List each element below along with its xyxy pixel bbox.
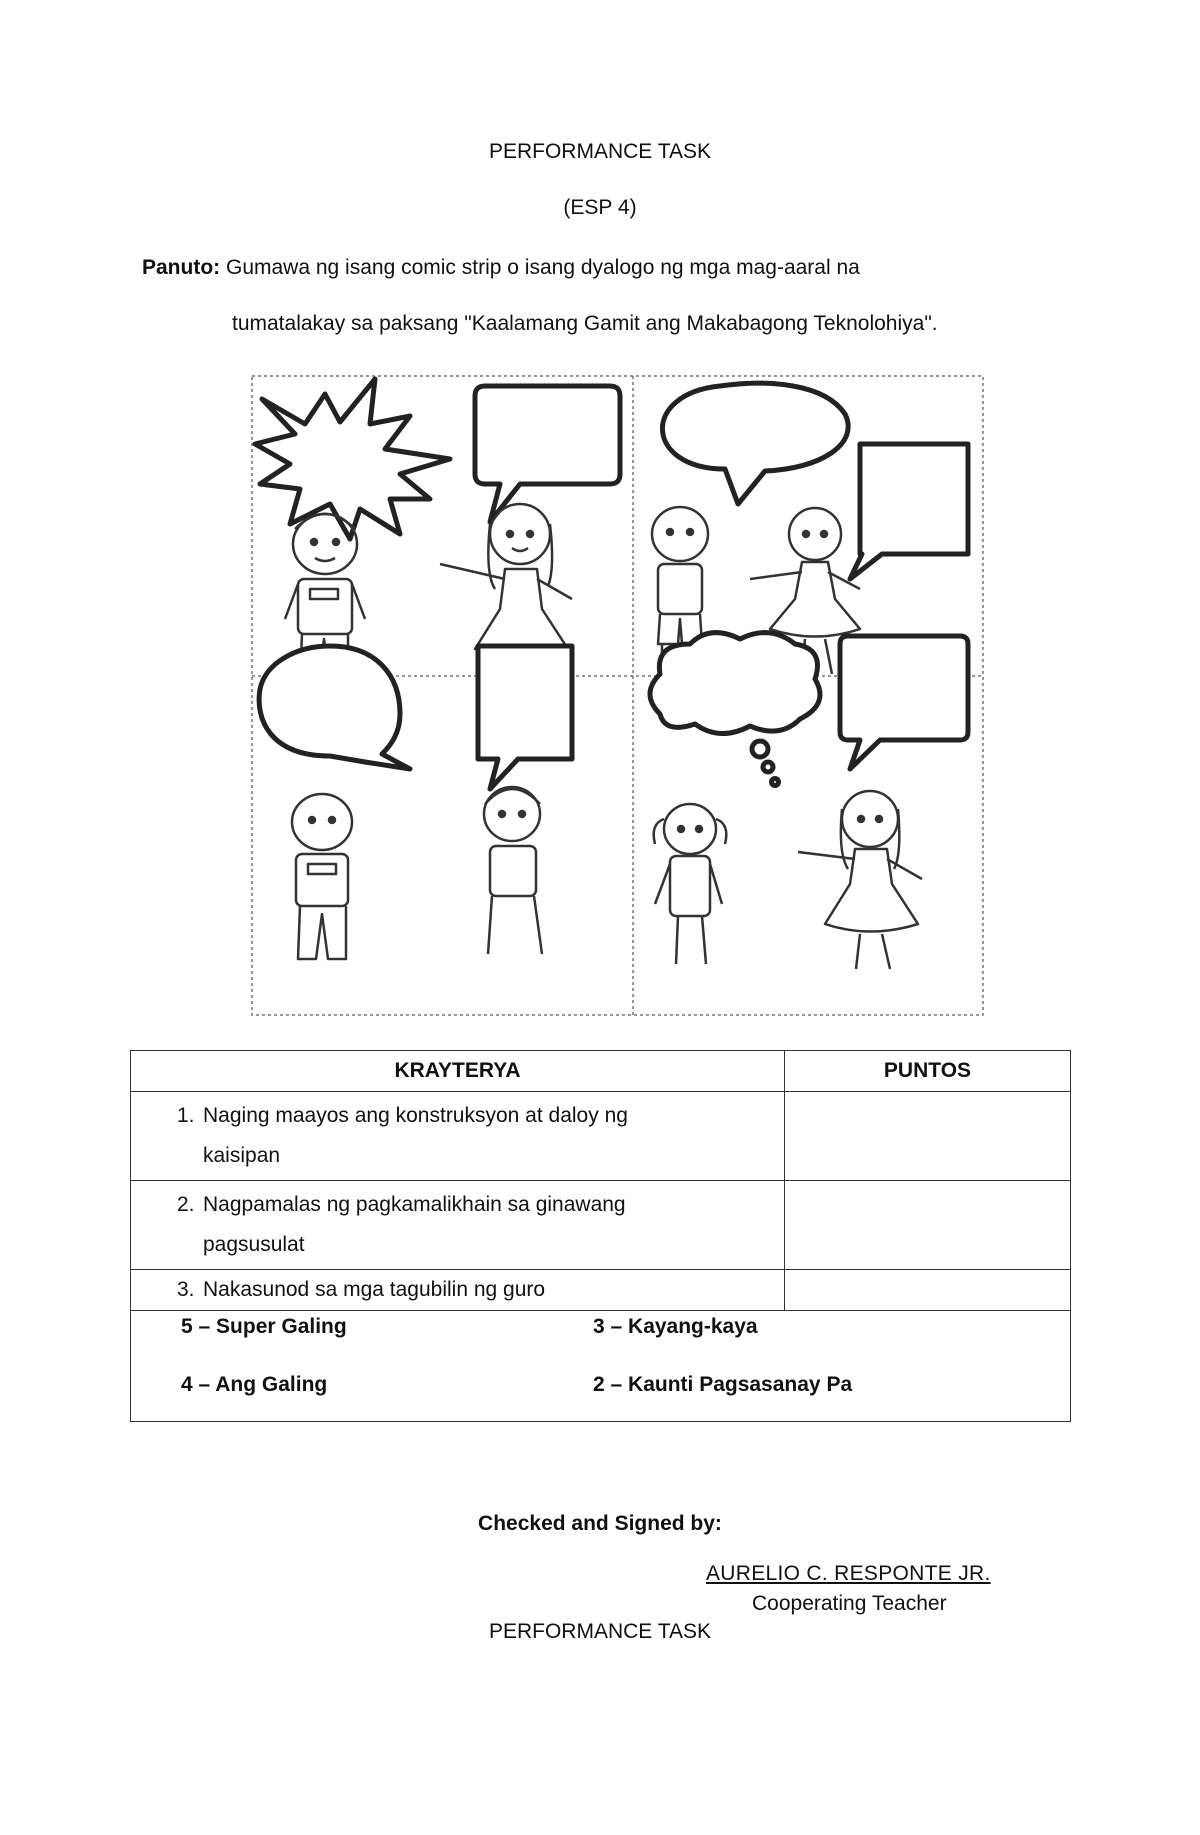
criterion-cell xyxy=(131,1092,785,1181)
scale-item: 4 – Ang Galing xyxy=(181,1373,328,1396)
scale-item: 3 – Kayang-kaya xyxy=(593,1315,758,1338)
boy-character-4 xyxy=(484,787,542,954)
comic-panel-4 xyxy=(650,633,968,786)
criterion-cell xyxy=(131,1270,785,1311)
table-row xyxy=(131,1270,1071,1311)
criterion-number: 3. xyxy=(177,1278,195,1301)
rubric-table xyxy=(130,1050,1071,1422)
subject-label: (ESP 4) xyxy=(563,196,637,219)
square-speech-bubble-4 xyxy=(840,636,968,769)
comic-panel-4-characters xyxy=(654,791,922,969)
boy-character-3 xyxy=(292,794,352,959)
table-row xyxy=(131,1181,1071,1270)
comic-strip-template xyxy=(250,374,985,1017)
girl-character-3 xyxy=(798,791,922,969)
signer-role: Cooperating Teacher xyxy=(752,1592,947,1615)
comic-panel-2 xyxy=(662,383,968,579)
criterion-text-line-2: kaisipan xyxy=(203,1144,281,1167)
instructions-label: Panuto: xyxy=(142,256,221,279)
criterion-text-line-2: pagsusulat xyxy=(203,1233,305,1256)
comic-panel-3 xyxy=(259,646,572,789)
scale-item: 2 – Kaunti Pagsasanay Pa xyxy=(593,1373,853,1396)
repeat-title: PERFORMANCE TASK xyxy=(488,1620,712,1643)
points-header: PUNTOS xyxy=(785,1051,1071,1092)
rubric-header-row xyxy=(131,1051,1071,1092)
scale-item: 5 – Super Galing xyxy=(181,1315,347,1338)
table-row xyxy=(131,1092,1071,1181)
signer-name: AURELIO C. RESPONTE JR. xyxy=(706,1562,991,1585)
rating-scale-row xyxy=(131,1311,1071,1422)
criterion-cell xyxy=(131,1181,785,1270)
points-cell[interactable] xyxy=(785,1270,1071,1311)
criterion-text-line-1: Nakasunod sa mga tagubilin ng guro xyxy=(203,1278,546,1301)
square-speech-bubble xyxy=(475,386,620,522)
square-speech-bubble-3 xyxy=(478,646,572,789)
girl-with-pigtails-character xyxy=(654,804,727,964)
criterion-text-line-1: Naging maayos ang konstruksyon at daloy ng xyxy=(203,1104,628,1127)
page-title: PERFORMANCE TASK xyxy=(488,140,712,163)
round-speech-bubble xyxy=(259,646,410,769)
criterion-number: 1. xyxy=(177,1104,195,1127)
instructions-line-2: tumatalakay sa paksang "Kaalamang Gamit ang Makabagong Teknolohiya". xyxy=(232,312,938,335)
checked-signed-label: Checked and Signed by: xyxy=(478,1512,722,1535)
criterion-text-line-1: Nagpamalas ng pagkamalikhain sa ginawang xyxy=(203,1193,626,1216)
spiky-burst-bubble xyxy=(255,379,450,539)
thought-cloud-bubble xyxy=(650,633,820,734)
criterion-number: 2. xyxy=(177,1193,195,1216)
square-speech-bubble-2 xyxy=(850,444,968,579)
rating-scale-cell xyxy=(131,1311,1071,1422)
comic-panel-1 xyxy=(255,379,620,539)
criteria-header: KRAYTERYA xyxy=(131,1051,785,1092)
points-cell[interactable] xyxy=(785,1092,1071,1181)
comic-panel-3-characters xyxy=(292,787,542,959)
oval-speech-bubble xyxy=(662,383,848,504)
instructions-text-1: Gumawa ng isang comic strip o isang dyalogo ng mga mag-aaral na xyxy=(226,256,860,279)
points-cell[interactable] xyxy=(785,1181,1071,1270)
instructions-line-1 xyxy=(142,256,860,280)
